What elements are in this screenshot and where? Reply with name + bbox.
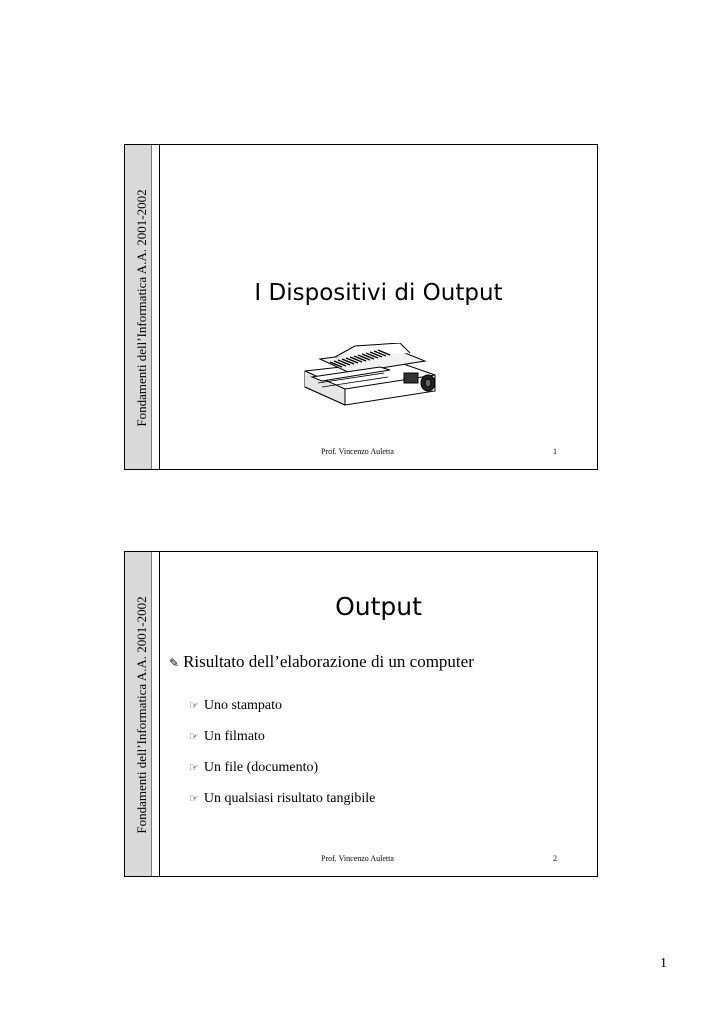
sub-bullet-text: Un qualsiasi risultato tangibile — [203, 791, 376, 806]
footer-author: Prof. Vincenzo Auletta — [321, 447, 394, 456]
slide-number: 1 — [553, 447, 557, 456]
sub-bullet-text: Uno stampato — [203, 698, 283, 713]
sub-bullet — [189, 698, 282, 714]
sub-bullet — [189, 791, 375, 807]
main-bullet-text: Risultato dell’elaborazione di un computer — [183, 652, 474, 671]
pointing-hand-icon: ☞ — [189, 730, 199, 743]
footer-author: Prof. Vincenzo Auletta — [321, 854, 394, 863]
sub-bullet-text: Un file (documento) — [203, 760, 319, 775]
sub-bullet — [189, 760, 318, 776]
sub-bullet — [189, 729, 265, 745]
slide-title: I Dispositivi di Output — [254, 280, 503, 306]
slide-title: Output — [335, 592, 422, 621]
course-label: Fondamenti dell’Informatica A.A. 2001-2002 — [134, 189, 149, 427]
course-label: Fondamenti dell’Informatica A.A. 2001-2002 — [134, 596, 149, 834]
printer-icon — [300, 343, 440, 413]
sub-bullet-text: Un filmato — [203, 729, 265, 744]
main-bullet — [169, 652, 474, 672]
page-number: 1 — [660, 956, 667, 971]
slide-2 — [124, 551, 598, 877]
slide-number: 2 — [553, 854, 557, 863]
slide-1 — [124, 144, 598, 470]
pointing-hand-icon: ☞ — [189, 761, 199, 774]
pointing-hand-icon: ☞ — [189, 699, 199, 712]
pointing-hand-icon: ☞ — [189, 792, 199, 805]
pencil-icon: ✎ — [169, 656, 180, 670]
